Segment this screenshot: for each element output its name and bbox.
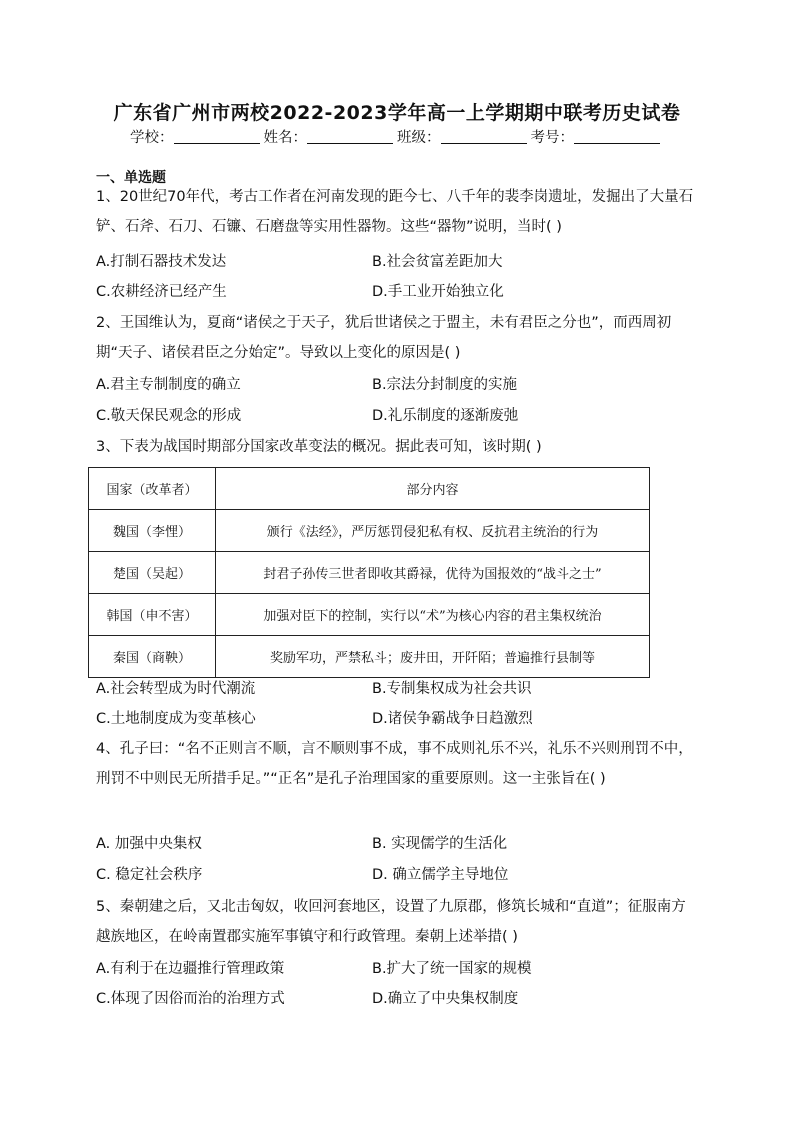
question-2-options-row-1 <box>96 370 700 400</box>
page-title: 广东省广州市两校2022-2023学年高一上学期期中联考历史试卷 <box>113 102 681 124</box>
question-3-option-c[interactable]: C.土地制度成为变革核心 <box>96 711 256 727</box>
class-blank[interactable] <box>441 129 527 144</box>
question-4-options-row-2 <box>96 860 700 890</box>
question-4-options-row-1 <box>96 829 700 859</box>
question-5-options-row-2 <box>96 984 700 1014</box>
table-row <box>89 636 650 678</box>
question-4-stem: 4、孔子曰：“名不正则言不顺，言不顺则事不成，事不成则礼乐不兴，礼乐不兴则刑罚不中，刑罚不中则民无所措手足。”“正名”是孔子治理国家的重要原则。这一主张旨在( ) <box>96 741 693 787</box>
question-5-stem: 5、秦朝建之后，又北击匈奴，收回河套地区，设置了九原郡，修筑长城和“直道”；征服南方越族地区，在岭南置郡实施军事镇守和行政管理。秦朝上述举措( ) <box>96 899 686 945</box>
table-cell-content: 颁行《法经》，严厉惩罚侵犯私有权、反抗君主统治的行为 <box>216 510 650 552</box>
question-2-option-d[interactable]: D.礼乐制度的逐渐废弛 <box>372 408 519 424</box>
question-4-option-b[interactable]: B. 实现儒学的生活化 <box>372 836 508 852</box>
question-1-option-d[interactable]: D.手工业开始独立化 <box>372 284 504 300</box>
student-info-line <box>0 126 794 147</box>
question-1-stem: 1、20世纪70年代，考古工作者在河南发现的距今七、八千年的裴李岗遗址，发掘出了大量石铲、石斧、石刀、石镰、石磨盘等实用性器物。这些“器物”说明，当时( ) <box>96 189 694 235</box>
question-3-stem: 3、下表为战国时期部分国家改革变法的概况。据此表可知，该时期( ) <box>96 439 542 455</box>
class-label: 班级： <box>397 130 441 146</box>
question-1-options-row-1 <box>96 247 700 277</box>
table-cell-content: 封君子孙传三世者即收其爵禄，优待为国报效的“战斗之士” <box>216 552 650 594</box>
question-3-option-b[interactable]: B.专制集权成为社会共识 <box>372 681 532 697</box>
table-row <box>89 594 650 636</box>
question-4-option-a[interactable]: A. 加强中央集权 <box>96 836 202 852</box>
table-header-row <box>89 468 650 510</box>
school-label: 学校： <box>130 130 174 146</box>
section-title: 一、单选题 <box>96 170 166 186</box>
question-2-option-a[interactable]: A.君主专制制度的确立 <box>96 377 241 393</box>
table-row <box>89 510 650 552</box>
question-2-option-c[interactable]: C.敬天保民观念的形成 <box>96 408 242 424</box>
question-2-stem: 2、王国维认为，夏商“诸侯之于天子，犹后世诸侯之于盟主，未有君臣之分也”，而西周初期“天子、诸侯君臣之分始定”。导致以上变化的原因是( ) <box>96 315 672 361</box>
question-5-options-row-1 <box>96 954 700 984</box>
question-3-options-row-2 <box>96 704 700 734</box>
number-label: 考号： <box>530 130 574 146</box>
table-cell-country: 秦国（商鞅） <box>89 636 216 678</box>
name-blank[interactable] <box>307 129 393 144</box>
table-header-country: 国家（改革者） <box>89 468 216 510</box>
table-row <box>89 552 650 594</box>
question-2-options-row-2 <box>96 401 700 431</box>
question-1-option-c[interactable]: C.农耕经济已经产生 <box>96 284 227 300</box>
question-1-option-b[interactable]: B.社会贫富差距加大 <box>372 254 503 270</box>
table-cell-content: 加强对臣下的控制，实行以“术”为核心内容的君主集权统治 <box>216 594 650 636</box>
question-2-option-b[interactable]: B.宗法分封制度的实施 <box>372 377 518 393</box>
question-1-options-row-2 <box>96 277 700 307</box>
question-5-option-d[interactable]: D.确立了中央集权制度 <box>372 991 519 1007</box>
question-5-option-b[interactable]: B.扩大了统一国家的规模 <box>372 961 532 977</box>
table-header-content: 部分内容 <box>216 468 650 510</box>
table-cell-country: 魏国（李悝） <box>89 510 216 552</box>
question-3-option-d[interactable]: D.诸侯争霸战争日趋激烈 <box>372 711 533 727</box>
table-cell-country: 韩国（申不害） <box>89 594 216 636</box>
question-5-option-a[interactable]: A.有利于在边疆推行管理政策 <box>96 961 285 977</box>
question-3-option-a[interactable]: A.社会转型成为时代潮流 <box>96 681 256 697</box>
school-blank[interactable] <box>174 129 260 144</box>
question-5-option-c[interactable]: C.体现了因俗而治的治理方式 <box>96 991 285 1007</box>
question-3-options-row-1 <box>96 674 700 704</box>
reform-table <box>88 467 650 678</box>
name-label: 姓名： <box>263 130 307 146</box>
question-1-option-a[interactable]: A.打制石器技术发达 <box>96 254 227 270</box>
table-cell-country: 楚国（吴起） <box>89 552 216 594</box>
question-4-option-d[interactable]: D. 确立儒学主导地位 <box>372 867 509 883</box>
question-4-option-c[interactable]: C. 稳定社会秩序 <box>96 867 203 883</box>
number-blank[interactable] <box>574 129 660 144</box>
table-cell-content: 奖励军功，严禁私斗；废井田，开阡陌；普遍推行县制等 <box>216 636 650 678</box>
